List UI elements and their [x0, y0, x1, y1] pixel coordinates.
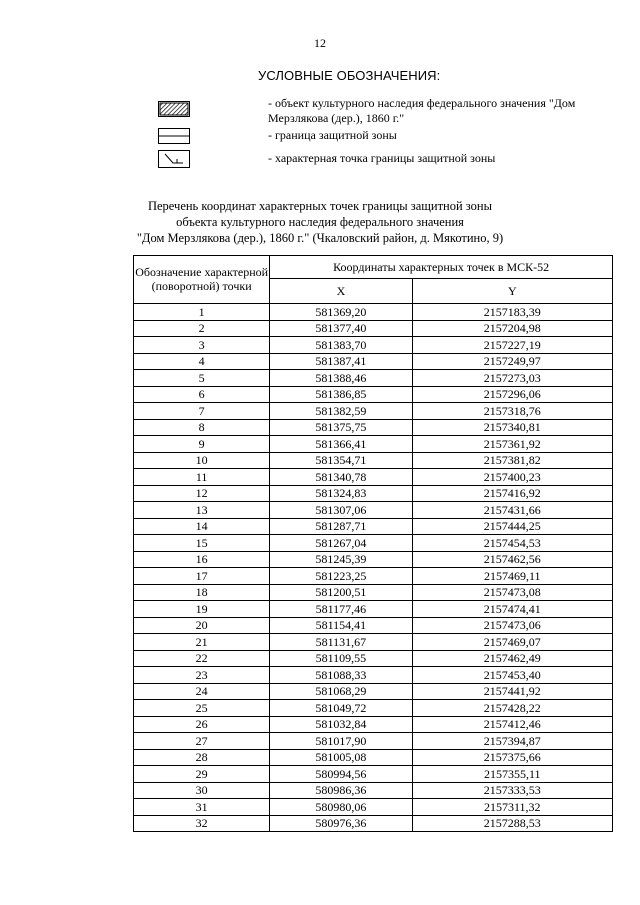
- list-title-line-1: Перечень координат характерных точек границы защитной зоны: [147, 199, 493, 213]
- table-row: [134, 617, 613, 634]
- table-row: [134, 320, 613, 337]
- table-row: [134, 304, 613, 321]
- cell-x: 581388,46: [270, 370, 412, 387]
- cell-y: 2157454,53: [412, 535, 612, 552]
- table-row: [134, 403, 613, 420]
- cell-x: 581032,84: [270, 716, 412, 733]
- cell-x: 581267,04: [270, 535, 412, 552]
- cell-y: 2157340,81: [412, 419, 612, 436]
- cell-point-number: 25: [134, 700, 270, 717]
- cell-y: 2157318,76: [412, 403, 612, 420]
- table-row: [134, 518, 613, 535]
- cell-x: 581383,70: [270, 337, 412, 354]
- cell-x: 581049,72: [270, 700, 412, 717]
- cell-point-number: 21: [134, 634, 270, 651]
- cell-x: 581377,40: [270, 320, 412, 337]
- cell-point-number: 15: [134, 535, 270, 552]
- table-row: [134, 551, 613, 568]
- cell-x: 581382,59: [270, 403, 412, 420]
- cell-point-number: 6: [134, 386, 270, 403]
- cell-point-number: 11: [134, 469, 270, 486]
- table-row: [134, 469, 613, 486]
- cell-point-number: 28: [134, 749, 270, 766]
- cell-x: 581369,20: [270, 304, 412, 321]
- table-row: [134, 502, 613, 519]
- list-title: [0, 198, 640, 246]
- table-row: [134, 353, 613, 370]
- cell-y: 2157400,23: [412, 469, 612, 486]
- table-row: [134, 485, 613, 502]
- cell-x: 581131,67: [270, 634, 412, 651]
- cell-y: 2157428,22: [412, 700, 612, 717]
- table-row: [134, 733, 613, 750]
- cell-y: 2157412,46: [412, 716, 612, 733]
- cell-y: 2157444,25: [412, 518, 612, 535]
- table-row: [134, 782, 613, 799]
- cell-y: 2157227,19: [412, 337, 612, 354]
- legend-text-object: - объект культурного наследия федерального значения "Дом Мерзлякова (дер.), 1860 г.": [268, 96, 576, 125]
- table-row: [134, 716, 613, 733]
- cell-point-number: 22: [134, 650, 270, 667]
- cell-y: 2157333,53: [412, 782, 612, 799]
- cell-x: 581017,90: [270, 733, 412, 750]
- cell-y: 2157375,66: [412, 749, 612, 766]
- header-designation: Обозначение характерной (поворотной) точки: [134, 256, 270, 304]
- cell-x: 581340,78: [270, 469, 412, 486]
- characteristic-point-icon: [158, 150, 190, 168]
- cell-y: 2157473,06: [412, 617, 612, 634]
- legend-text-point: - характерная точка границы защитной зоны: [268, 151, 496, 165]
- cell-x: 581375,75: [270, 419, 412, 436]
- cell-x: 580980,06: [270, 799, 412, 816]
- cell-point-number: 8: [134, 419, 270, 436]
- table-row: [134, 535, 613, 552]
- cell-y: 2157416,92: [412, 485, 612, 502]
- cell-point-number: 9: [134, 436, 270, 453]
- cell-point-number: 2: [134, 320, 270, 337]
- cell-point-number: 18: [134, 584, 270, 601]
- cell-x: 581386,85: [270, 386, 412, 403]
- cell-y: 2157361,92: [412, 436, 612, 453]
- cell-y: 2157441,92: [412, 683, 612, 700]
- header-x: X: [270, 279, 412, 304]
- cell-y: 2157183,39: [412, 304, 612, 321]
- cell-y: 2157394,87: [412, 733, 612, 750]
- cell-point-number: 26: [134, 716, 270, 733]
- cell-y: 2157453,40: [412, 667, 612, 684]
- coordinates-table: [133, 255, 613, 832]
- cell-y: 2157474,41: [412, 601, 612, 618]
- cell-x: 581088,33: [270, 667, 412, 684]
- header-y: Y: [412, 279, 612, 304]
- cell-x: 581387,41: [270, 353, 412, 370]
- cell-x: 581354,71: [270, 452, 412, 469]
- table-row: [134, 568, 613, 585]
- cell-point-number: 17: [134, 568, 270, 585]
- table-row: [134, 436, 613, 453]
- cell-point-number: 24: [134, 683, 270, 700]
- cell-point-number: 13: [134, 502, 270, 519]
- cell-x: 581177,46: [270, 601, 412, 618]
- cell-x: 581068,29: [270, 683, 412, 700]
- table-row: [134, 683, 613, 700]
- cell-y: 2157462,49: [412, 650, 612, 667]
- cell-y: 2157355,11: [412, 766, 612, 783]
- cell-y: 2157296,06: [412, 386, 612, 403]
- cell-y: 2157311,32: [412, 799, 612, 816]
- legend-title: УСЛОВНЫЕ ОБОЗНАЧЕНИЯ:: [258, 68, 441, 83]
- table-row: [134, 766, 613, 783]
- cell-point-number: 4: [134, 353, 270, 370]
- cell-x: 581307,06: [270, 502, 412, 519]
- cell-x: 581223,25: [270, 568, 412, 585]
- cell-point-number: 1: [134, 304, 270, 321]
- cell-y: 2157273,03: [412, 370, 612, 387]
- cell-y: 2157469,11: [412, 568, 612, 585]
- cell-x: 581005,08: [270, 749, 412, 766]
- cell-y: 2157431,66: [412, 502, 612, 519]
- table-row: [134, 337, 613, 354]
- list-title-line-2: объекта культурного наследия федерального значения: [176, 215, 464, 229]
- cell-y: 2157462,56: [412, 551, 612, 568]
- cell-x: 581245,39: [270, 551, 412, 568]
- cell-y: 2157473,08: [412, 584, 612, 601]
- cell-point-number: 30: [134, 782, 270, 799]
- cell-y: 2157381,82: [412, 452, 612, 469]
- cell-point-number: 3: [134, 337, 270, 354]
- cell-x: 580976,36: [270, 815, 412, 832]
- table-row: [134, 634, 613, 651]
- cell-point-number: 14: [134, 518, 270, 535]
- legend-text-boundary: - граница защитной зоны: [268, 128, 397, 142]
- table-row: [134, 452, 613, 469]
- cell-point-number: 7: [134, 403, 270, 420]
- table-row: [134, 799, 613, 816]
- cell-x: 580986,36: [270, 782, 412, 799]
- header-coordinates: Координаты характерных точек в МСК-52: [270, 256, 613, 279]
- table-row: [134, 749, 613, 766]
- cell-point-number: 31: [134, 799, 270, 816]
- table-row: [134, 667, 613, 684]
- cell-x: 581324,83: [270, 485, 412, 502]
- table-row: [134, 650, 613, 667]
- table-row: [134, 419, 613, 436]
- cell-point-number: 23: [134, 667, 270, 684]
- table-row: [134, 370, 613, 387]
- page-number: 12: [314, 36, 326, 50]
- table-row: [134, 601, 613, 618]
- cell-x: 581109,55: [270, 650, 412, 667]
- cell-point-number: 10: [134, 452, 270, 469]
- cell-x: 581154,41: [270, 617, 412, 634]
- cell-x: 580994,56: [270, 766, 412, 783]
- cell-x: 581366,41: [270, 436, 412, 453]
- cell-point-number: 32: [134, 815, 270, 832]
- cell-point-number: 5: [134, 370, 270, 387]
- cell-y: 2157249,97: [412, 353, 612, 370]
- list-title-line-3: "Дом Мерзлякова (дер.), 1860 г." (Чкаловский район, д. Мякотино, 9): [136, 231, 504, 245]
- table-row: [134, 386, 613, 403]
- table-row: [134, 584, 613, 601]
- double-line-rectangle-icon: [158, 128, 190, 144]
- cell-point-number: 20: [134, 617, 270, 634]
- cell-x: 581287,71: [270, 518, 412, 535]
- cell-y: 2157204,98: [412, 320, 612, 337]
- table-row: [134, 815, 613, 832]
- cell-point-number: 19: [134, 601, 270, 618]
- cell-point-number: 12: [134, 485, 270, 502]
- cell-y: 2157288,53: [412, 815, 612, 832]
- cell-point-number: 16: [134, 551, 270, 568]
- cell-y: 2157469,07: [412, 634, 612, 651]
- cell-point-number: 27: [134, 733, 270, 750]
- table-row: [134, 700, 613, 717]
- table-body: [134, 304, 613, 832]
- cell-x: 581200,51: [270, 584, 412, 601]
- hatched-rectangle-icon: [158, 101, 190, 117]
- cell-point-number: 29: [134, 766, 270, 783]
